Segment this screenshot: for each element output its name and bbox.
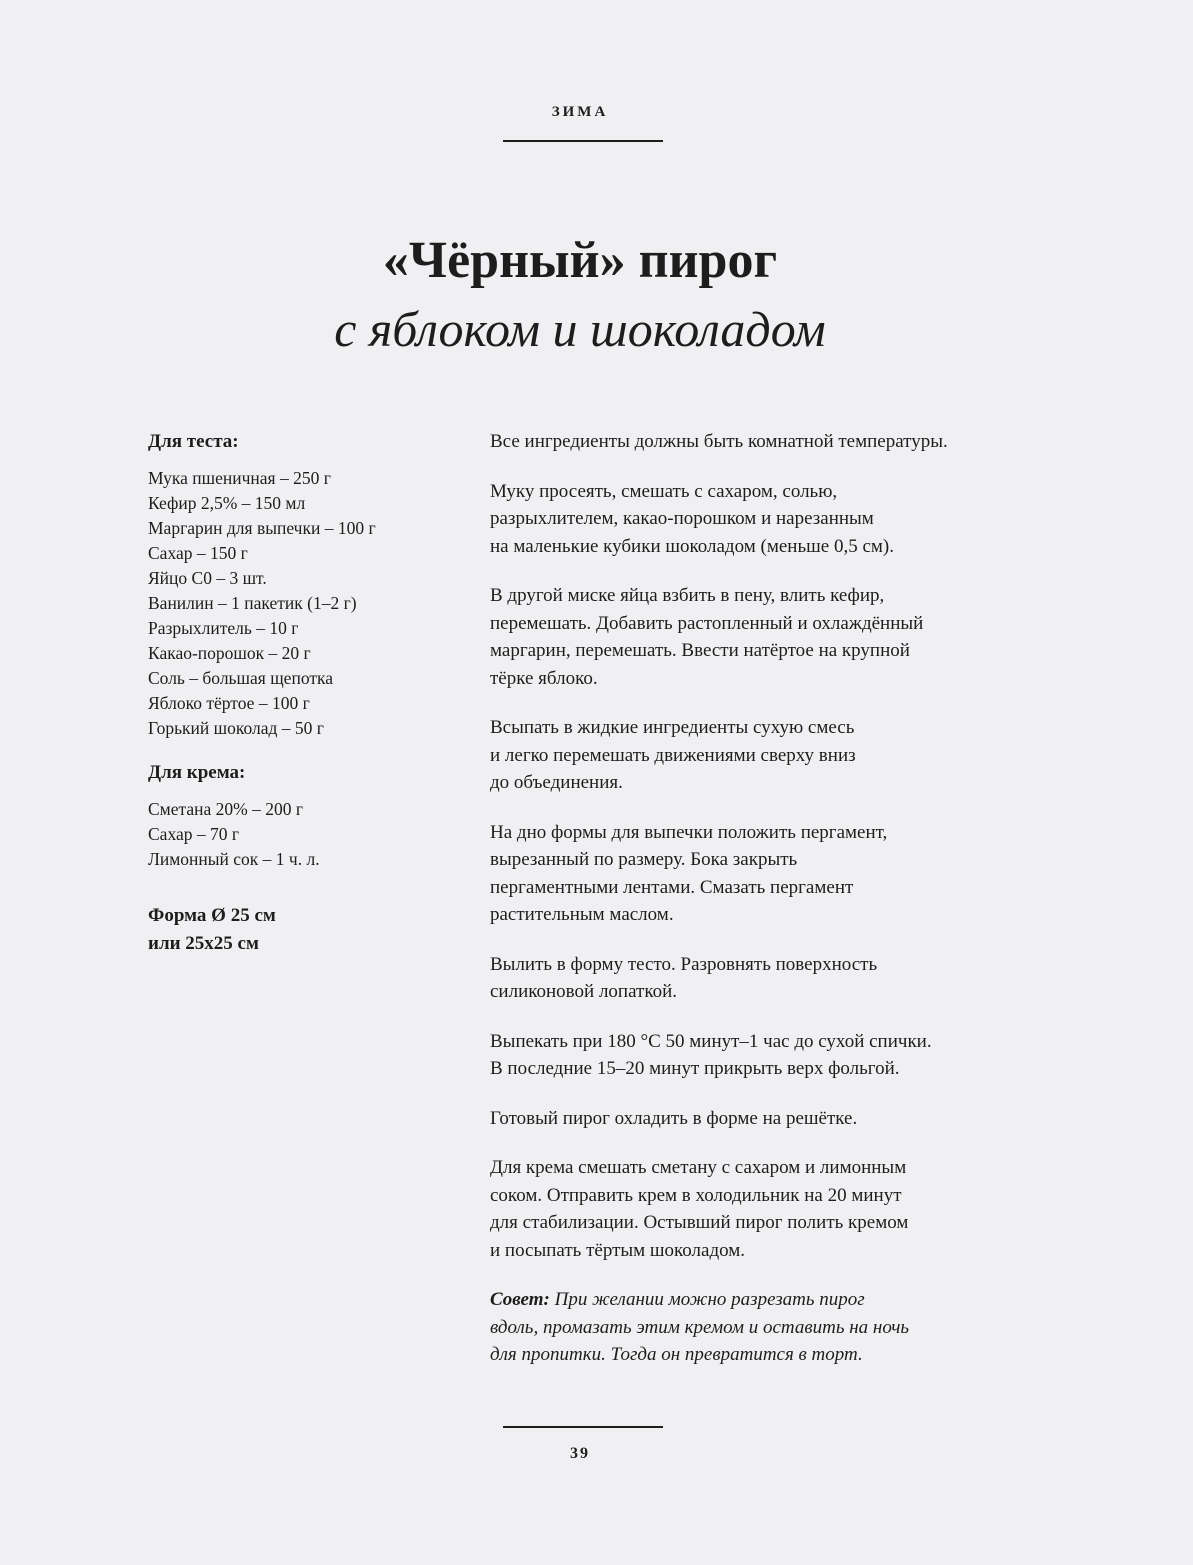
tip-line	[490, 1286, 1050, 1314]
ingredient-item: Сметана 20% – 200 г	[148, 799, 304, 819]
recipe-subtitle: с яблоком и шоколадом	[334, 301, 826, 357]
instruction-line: вырезанный по размеру. Бока закрыть	[490, 849, 798, 870]
ingredient-item: Мука пшеничная – 250 г	[148, 468, 331, 488]
instruction-line: до объединения.	[490, 772, 623, 793]
ingredient-item: Горький шоколад – 50 г	[148, 718, 324, 738]
instruction-line: маргарин, перемешать. Ввести натёртое на крупной	[490, 640, 910, 661]
instruction-line: Все ингредиенты должны быть комнатной температуры.	[490, 431, 948, 452]
instruction-line: соком. Отправить крем в холодильник на 20 минут	[490, 1184, 902, 1206]
baking-form-note	[148, 902, 468, 958]
form-line: или 25х25 см	[148, 933, 259, 954]
ingredients-column	[148, 428, 468, 958]
ingredient-item: Яблоко тёртое – 100 г	[148, 693, 310, 713]
ingredient-item: Кефир 2,5% – 150 мл	[148, 493, 306, 513]
instruction-line: растительным маслом.	[490, 904, 674, 925]
cream-ingredient-list	[148, 797, 468, 872]
instructions-column	[490, 428, 1050, 1369]
instruction-line: Муку просеять, смешать с сахаром, солью,	[490, 480, 838, 502]
instruction-line: Готовый пирог охладить в форме на решётке.	[490, 1107, 858, 1129]
tip-paragraph	[490, 1286, 1050, 1369]
instruction-line: Выпекать при 180 °С 50 минут–1 час до сухой спички.	[490, 1030, 932, 1052]
instruction-line: и посыпать тёртым шоколадом.	[490, 1239, 746, 1261]
instruction-step	[490, 1105, 1050, 1133]
form-line: Форма Ø 25 см	[148, 905, 276, 926]
instruction-step	[490, 819, 1050, 929]
tip-label: Совет:	[490, 1289, 550, 1310]
tip-text: При желании можно разрезать пирог	[554, 1289, 865, 1310]
footer-rule	[503, 1426, 663, 1428]
recipe-title: «Чёрный» пирог	[382, 232, 778, 289]
instruction-line: В другой миске яйца взбить в пену, влить кефир,	[490, 585, 885, 606]
instruction-step	[490, 714, 1050, 797]
ingredient-item: Ванилин – 1 пакетик (1–2 г)	[148, 593, 357, 613]
cream-heading: Для крема:	[148, 762, 246, 783]
ingredient-item: Разрыхлитель – 10 г	[148, 618, 299, 638]
instruction-step	[490, 1028, 1050, 1083]
instructions-list	[490, 428, 1050, 1264]
instruction-line: перемешать. Добавить растопленный и охлаждённый	[490, 612, 924, 634]
instruction-step	[490, 951, 1050, 1006]
ingredient-item: Маргарин для выпечки – 100 г	[148, 518, 376, 538]
header-rule	[503, 140, 663, 142]
instruction-line: Вылить в форму тесто. Разровнять поверхность	[490, 953, 878, 975]
instruction-line: и легко перемешать движениями сверху вниз	[490, 744, 856, 766]
instruction-line: на маленькие кубики шоколадом (меньше 0,5 см).	[490, 535, 894, 557]
ingredient-item: Яйцо С0 – 3 шт.	[148, 568, 267, 588]
ingredient-item: Сахар – 70 г	[148, 824, 240, 844]
ingredient-item: Какао-порошок – 20 г	[148, 643, 311, 663]
ingredient-item: Лимонный сок – 1 ч. л.	[148, 849, 320, 869]
instruction-line: тёрке яблоко.	[490, 667, 598, 689]
instruction-step	[490, 428, 1050, 456]
instruction-step	[490, 478, 1050, 561]
tip-line: вдоль, промазать этим кремом и оставить на ночь	[490, 1316, 910, 1338]
instruction-line: пергаментными лентами. Смазать пергамент	[490, 876, 854, 898]
instruction-line: На дно формы для выпечки положить пергамент,	[490, 821, 888, 843]
section-label: ЗИМА	[551, 104, 609, 120]
tip-line: для пропитки. Тогда он превратится в торт.	[490, 1344, 863, 1365]
cream-ingredients	[148, 759, 468, 872]
instruction-step	[490, 582, 1050, 692]
dough-ingredients	[148, 428, 468, 741]
dough-heading: Для теста:	[148, 431, 239, 452]
instruction-step	[490, 1154, 1050, 1264]
dough-ingredient-list	[148, 466, 468, 741]
page-number: 39	[570, 1445, 590, 1462]
instruction-line: для стабилизации. Остывший пирог полить кремом	[490, 1212, 909, 1233]
instruction-line: Всыпать в жидкие ингредиенты сухую смесь	[490, 717, 855, 738]
ingredient-item: Соль – большая щепотка	[148, 668, 333, 688]
instruction-line: разрыхлителем, какао-порошком и нарезанным	[490, 508, 874, 529]
instruction-line: Для крема смешать сметану с сахаром и лимонным	[490, 1157, 907, 1178]
instruction-line: силиконовой лопаткой.	[490, 981, 678, 1002]
ingredient-item: Сахар – 150 г	[148, 543, 248, 563]
instruction-line: В последние 15–20 минут прикрыть верх фольгой.	[490, 1058, 900, 1079]
